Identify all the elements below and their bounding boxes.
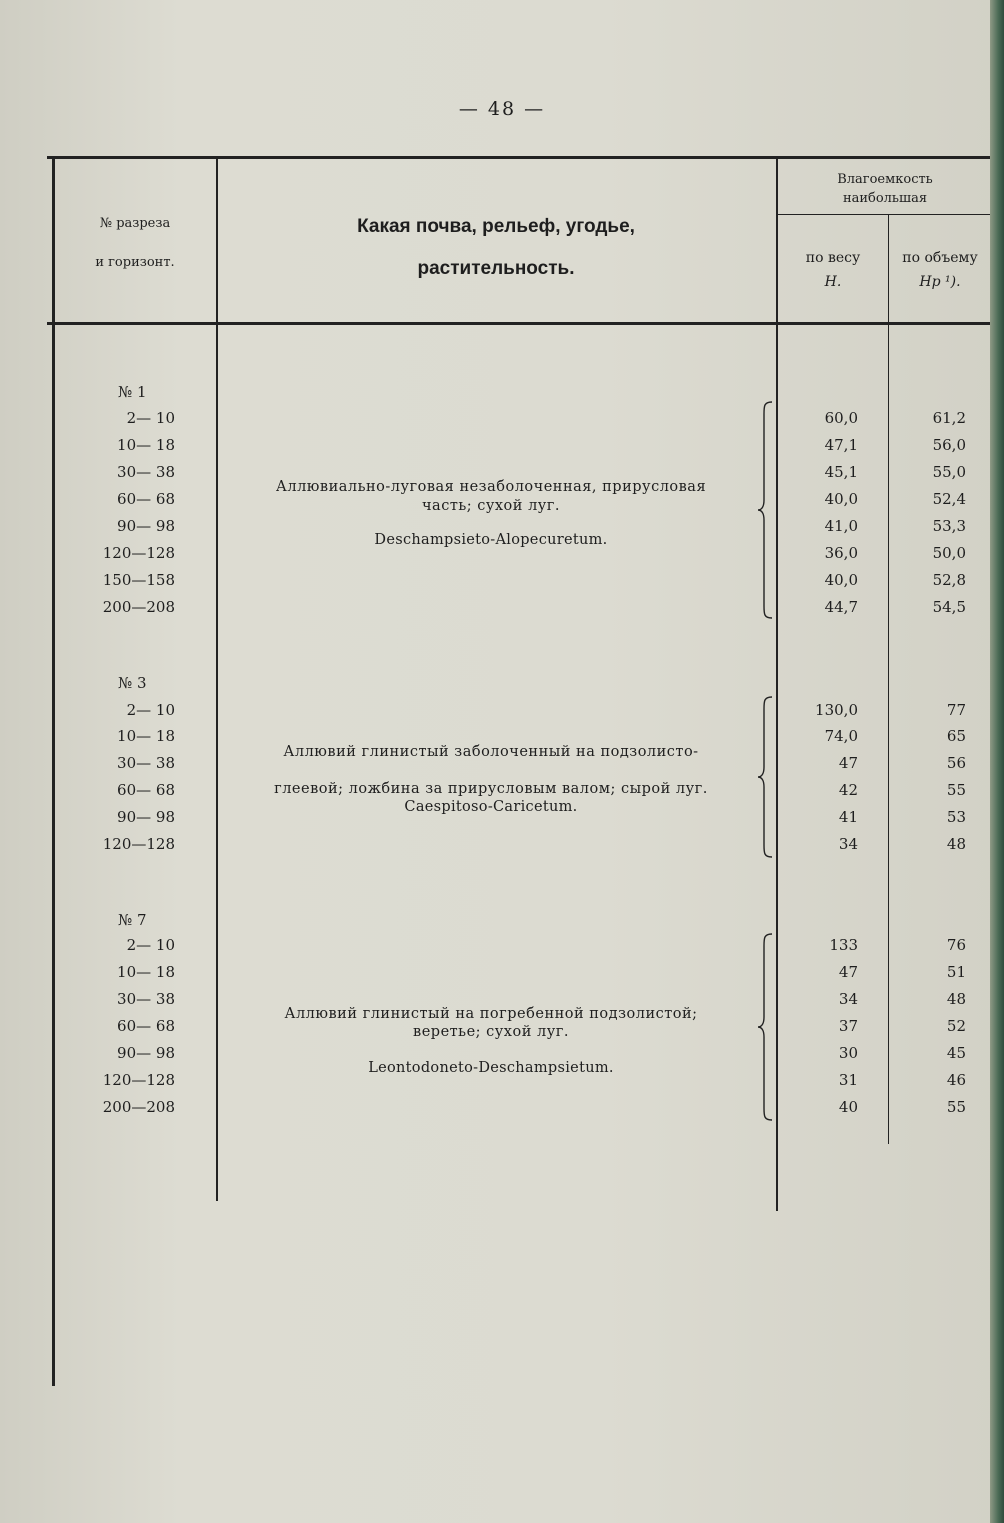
volume-cell: 55,0 bbox=[932, 463, 966, 481]
volume-cell: 55 bbox=[946, 1098, 966, 1116]
weight-cell: 41,0 bbox=[824, 517, 858, 535]
horizon-cell: 60— 68 bbox=[117, 1017, 175, 1035]
header-col5-line2: Hp ¹). bbox=[919, 274, 961, 290]
section-3-description-line2: глеевой; ложбина за прирусловым валом; сырой луг. bbox=[274, 781, 708, 797]
header-col4-line1: по весу bbox=[805, 250, 861, 266]
section-7-description-line1: Аллювий глинистый на погребенной подзолистой; bbox=[284, 1006, 698, 1022]
weight-cell: 41 bbox=[838, 808, 858, 826]
weight-cell: 34 bbox=[838, 990, 858, 1008]
header-col3-line1: Влагоемкость bbox=[837, 172, 933, 187]
horizon-cell: 90— 98 bbox=[117, 808, 175, 826]
volume-cell: 45 bbox=[946, 1044, 966, 1062]
header-col4-line2: H. bbox=[824, 274, 842, 290]
header-bottom-rule bbox=[47, 322, 990, 325]
section-7-title: № 7 bbox=[118, 911, 147, 929]
section-7-association: Leontodoneto-Deschampsietum. bbox=[368, 1060, 614, 1076]
weight-cell: 47 bbox=[838, 963, 858, 981]
weight-cell: 34 bbox=[838, 835, 858, 853]
volume-cell: 48 bbox=[946, 835, 966, 853]
volume-cell: 50,0 bbox=[932, 544, 966, 562]
volume-cell: 61,2 bbox=[932, 409, 966, 427]
weight-cell: 45,1 bbox=[824, 463, 858, 481]
header-col2-line2: растительность. bbox=[417, 258, 575, 279]
horizon-cell: 60— 68 bbox=[117, 781, 175, 799]
horizon-cell: 60— 68 bbox=[117, 490, 175, 508]
horizon-cell: 90— 98 bbox=[117, 1044, 175, 1062]
header-col5-line1: по объему bbox=[902, 250, 978, 266]
weight-cell: 74,0 bbox=[824, 727, 858, 745]
horizon-cell: 2— 10 bbox=[126, 701, 175, 719]
section-1-title: № 1 bbox=[118, 383, 147, 401]
section-1-description-line1: Аллювиально-луговая незаболоченная, прирусловая bbox=[275, 479, 707, 495]
weight-cell: 37 bbox=[838, 1017, 858, 1035]
volume-cell: 56 bbox=[946, 754, 966, 772]
section-7-brace bbox=[756, 932, 776, 1122]
weight-cell: 60,0 bbox=[824, 409, 858, 427]
volume-cell: 76 bbox=[946, 936, 966, 954]
header-col2-line1: Какая почва, рельеф, угодье, bbox=[357, 216, 635, 237]
book-spine-edge bbox=[990, 0, 1004, 1523]
horizon-cell: 30— 38 bbox=[117, 754, 175, 772]
volume-cell: 53 bbox=[946, 808, 966, 826]
horizon-cell: 10— 18 bbox=[117, 436, 175, 454]
horizon-cell: 10— 18 bbox=[117, 963, 175, 981]
weight-cell: 31 bbox=[838, 1071, 858, 1089]
header-section-number bbox=[60, 214, 210, 272]
section-1-brace bbox=[756, 400, 776, 620]
weight-cell: 42 bbox=[838, 781, 858, 799]
section-3-description-line1: Аллювий глинистый заболоченный на подзолисто- bbox=[283, 744, 699, 760]
weight-cell: 47 bbox=[838, 754, 858, 772]
weight-cell: 40,0 bbox=[824, 490, 858, 508]
volume-cell: 48 bbox=[946, 990, 966, 1008]
section-1-description-line2: часть; сухой луг. bbox=[421, 498, 561, 514]
horizon-cell: 30— 38 bbox=[117, 463, 175, 481]
section-7-description-line2: веретье; сухой луг. bbox=[413, 1024, 569, 1040]
horizon-cell: 120—128 bbox=[102, 544, 175, 562]
horizon-cell: 200—208 bbox=[102, 1098, 175, 1116]
volume-cell: 54,5 bbox=[932, 598, 966, 616]
header-by-weight bbox=[780, 246, 886, 294]
section-3-brace bbox=[756, 695, 776, 859]
weight-cell: 44,7 bbox=[824, 598, 858, 616]
weight-cell: 133 bbox=[829, 936, 858, 954]
section-3-association: Caespitoso-Caricetum. bbox=[404, 799, 578, 815]
section-1-association: Deschampsieto-Alopecuretum. bbox=[374, 532, 608, 548]
weight-cell: 130,0 bbox=[815, 701, 858, 719]
horizon-cell: 2— 10 bbox=[126, 409, 175, 427]
header-by-volume bbox=[890, 246, 990, 294]
weight-cell: 36,0 bbox=[824, 544, 858, 562]
horizon-cell: 2— 10 bbox=[126, 936, 175, 954]
header-col1-line1: № разреза bbox=[99, 216, 171, 231]
volume-cell: 46 bbox=[946, 1071, 966, 1089]
volume-cell: 52 bbox=[946, 1017, 966, 1035]
volume-cell: 65 bbox=[946, 727, 966, 745]
volume-cell: 51 bbox=[946, 963, 966, 981]
table-top-rule bbox=[47, 156, 990, 159]
header-col3-line2: наибольшая bbox=[842, 191, 928, 206]
left-border bbox=[52, 156, 55, 1386]
col1-divider bbox=[216, 156, 218, 1201]
subheader-rule bbox=[777, 214, 990, 215]
volume-cell: 53,3 bbox=[932, 517, 966, 535]
weight-cell: 40,0 bbox=[824, 571, 858, 589]
horizon-cell: 10— 18 bbox=[117, 727, 175, 745]
volume-cell: 52,4 bbox=[932, 490, 966, 508]
horizon-cell: 120—128 bbox=[102, 1071, 175, 1089]
weight-cell: 30 bbox=[838, 1044, 858, 1062]
section-3-title: № 3 bbox=[118, 674, 147, 692]
volume-cell: 52,8 bbox=[932, 571, 966, 589]
header-moisture-capacity bbox=[780, 170, 990, 208]
header-col1-line2: и горизонт. bbox=[95, 255, 175, 270]
header-description bbox=[226, 206, 766, 290]
horizon-cell: 30— 38 bbox=[117, 990, 175, 1008]
horizon-cell: 150—158 bbox=[102, 571, 175, 589]
page-number: — 48 — bbox=[458, 98, 546, 120]
volume-cell: 77 bbox=[946, 701, 966, 719]
horizon-cell: 200—208 bbox=[102, 598, 175, 616]
weight-cell: 47,1 bbox=[824, 436, 858, 454]
volume-cell: 56,0 bbox=[932, 436, 966, 454]
horizon-cell: 120—128 bbox=[102, 835, 175, 853]
volume-cell: 55 bbox=[946, 781, 966, 799]
horizon-cell: 90— 98 bbox=[117, 517, 175, 535]
weight-cell: 40 bbox=[838, 1098, 858, 1116]
